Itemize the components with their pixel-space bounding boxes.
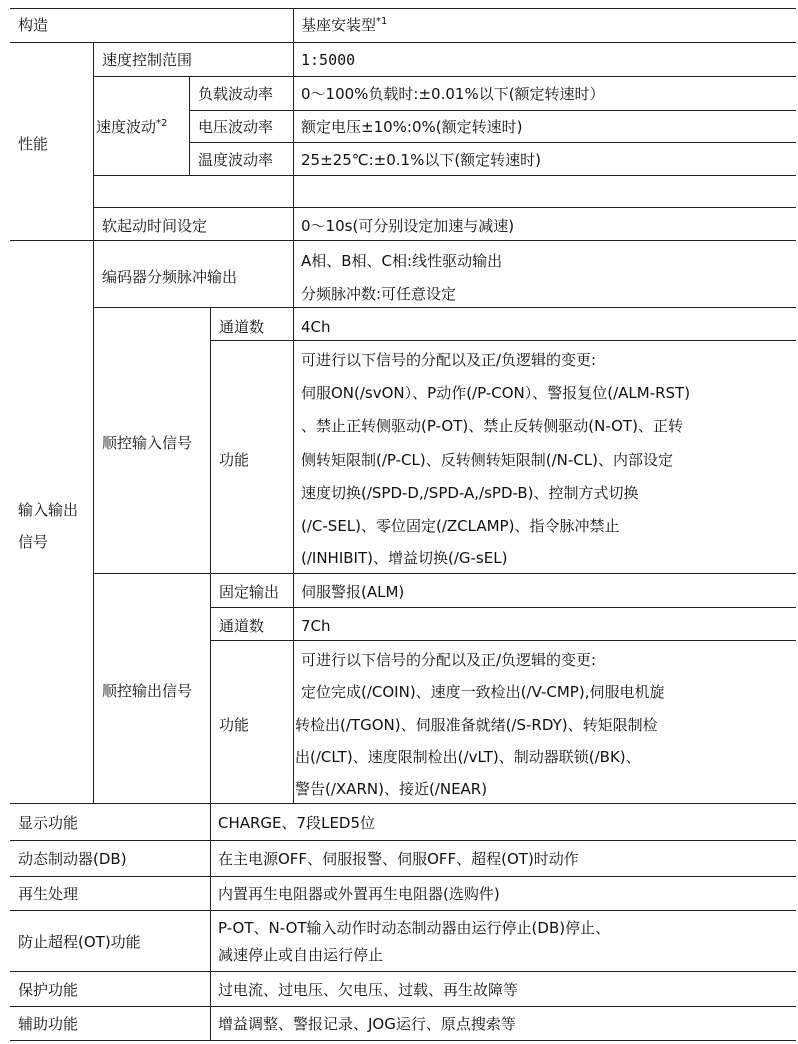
seq-in-function-line: 速度切换(/SPD-D,/SPD-A,/sPD-B)、控制方式切换 [301,484,639,502]
seq-out-channels-value: 7Ch [301,617,331,635]
ot-line: P-OT、N-OT输入动作时动态制动器由运行停止(DB)停止、 [218,919,611,937]
col-rule [189,76,190,176]
rule [10,240,796,241]
seq-in-function-line: 侧转矩限制(/P-CL)、反转侧转矩限制(/N-CL)、内部设定 [301,451,673,469]
rule [10,803,796,804]
rule [93,207,796,208]
rule [10,876,796,877]
seq-out-function-label: 功能 [219,716,250,734]
protect-label: 保护功能 [18,981,79,999]
footnote-marker: *2 [156,118,168,129]
structure-value [301,15,387,35]
rule [93,307,796,308]
soft-start-value: 0～10s(可分别设定加速与减速) [301,217,515,235]
aux-label: 辅助功能 [18,1015,79,1033]
seq-out-channels-label: 通道数 [219,617,265,635]
seq-in-function-line: (/INHIBIT)、增益切换(/G-sEL) [301,549,508,567]
rule [189,110,796,111]
temp-fluct-label: 温度波动率 [198,151,274,169]
seq-out-function-line: 出(/CLT)、速度限制检出(/vLT)、制动器联锁(/BK)、 [295,748,641,766]
io-label-line: 输入输出 [18,501,79,519]
encoder-label: 编码器分频脉冲输出 [102,268,238,286]
protect-value: 过电流、过电压、欠电压、过载、再生故障等 [218,981,519,999]
speed-fluct-label [96,117,167,137]
speed-range-label: 速度控制范围 [102,51,193,69]
seq-in-channels-value: 4Ch [301,318,331,336]
rule [93,76,796,77]
rule-bottom [10,1040,796,1041]
col-rule [93,42,94,804]
regen-value: 内置再生电阻器或外置再生电阻器(选购件) [218,885,500,903]
seq-out-function-line: 定位完成(/COIN)、速度一致检出(/V-CMP),伺服电机旋 [301,683,665,701]
encoder-line: A相、B相、C相:线性驱动输出 [301,252,503,270]
rule [93,573,796,574]
seq-in-function-line: 可进行以下信号的分配以及正/负逻辑的变更: [301,351,597,369]
structure-label: 构造 [18,16,49,34]
seq-in-function-line: (/C-SEL)、零位固定(/ZCLAMP)、指令脉冲禁止 [301,517,620,535]
regen-label: 再生处理 [18,885,79,903]
encoder-line: 分频脉冲数:可任意设定 [301,285,457,303]
rule [210,607,796,608]
voltage-fluct-value: 额定电压±10%:0%(额定转速时) [301,118,523,136]
rule [10,1006,796,1007]
seq-out-label: 顺控输出信号 [102,682,193,700]
display-value: CHARGE、7段LED5位 [218,814,376,832]
seq-out-function-line: 可进行以下信号的分配以及正/负逻辑的变更: [301,651,597,669]
rule [10,42,796,43]
seq-out-function-line: 转检出(/TGON)、伺服准备就绪(/S-RDY)、转矩限制检 [295,716,658,734]
performance-label: 性能 [18,135,49,153]
seq-out-fixed-value: 伺服警报(ALM) [301,583,405,601]
display-label: 显示功能 [18,814,79,832]
seq-in-function-label: 功能 [219,451,250,469]
ot-label: 防止超程(OT)功能 [18,933,141,951]
rule-top [10,8,796,9]
col-rule [210,307,211,804]
rule [10,910,796,911]
seq-in-label: 顺控输入信号 [102,434,193,452]
temp-fluct-value: 25±25℃:±0.1%以下(额定转速时) [301,151,542,169]
db-label: 动态制动器(DB) [18,850,127,868]
seq-out-fixed-label: 固定输出 [219,583,280,601]
seq-in-function-line: 、禁止正转侧驱动(P-OT)、禁止反转侧驱动(N-OT)、正转 [301,417,683,435]
ot-line: 减速停止或自由运行停止 [218,946,384,964]
col-rule [293,8,294,804]
seq-in-channels-label: 通道数 [219,318,265,336]
footnote-marker: *1 [376,16,388,27]
structure-value-text: 基座安装型 [301,16,377,34]
rule [93,175,796,176]
rule [210,640,796,641]
rule [210,340,796,341]
rule [189,142,796,143]
aux-value: 增益调整、警报记录、JOG运行、原点搜索等 [218,1015,516,1033]
load-fluct-value: 0～100%负载时:±0.01%以下(额定转速时） [301,85,605,103]
seq-out-function-line: 警告(/XARN)、接近(/NEAR) [295,780,488,798]
speed-range-value: 1:5000 [301,51,356,69]
rule [10,840,796,841]
speed-fluct-text: 速度波动 [96,118,157,136]
voltage-fluct-label: 电压波动率 [198,118,274,136]
load-fluct-label: 负载波动率 [198,85,274,103]
io-label-line: 信号 [18,533,49,551]
seq-in-function-line: 伺服ON(/svON）、P动作(/P-CON）、警报复位(/ALM-RST) [301,384,691,402]
col-rule [210,803,211,1041]
rule [10,971,796,972]
db-value: 在主电源OFF、伺服报警、伺服OFF、超程(OT)时动作 [218,850,579,868]
soft-start-label: 软起动时间设定 [102,217,208,235]
